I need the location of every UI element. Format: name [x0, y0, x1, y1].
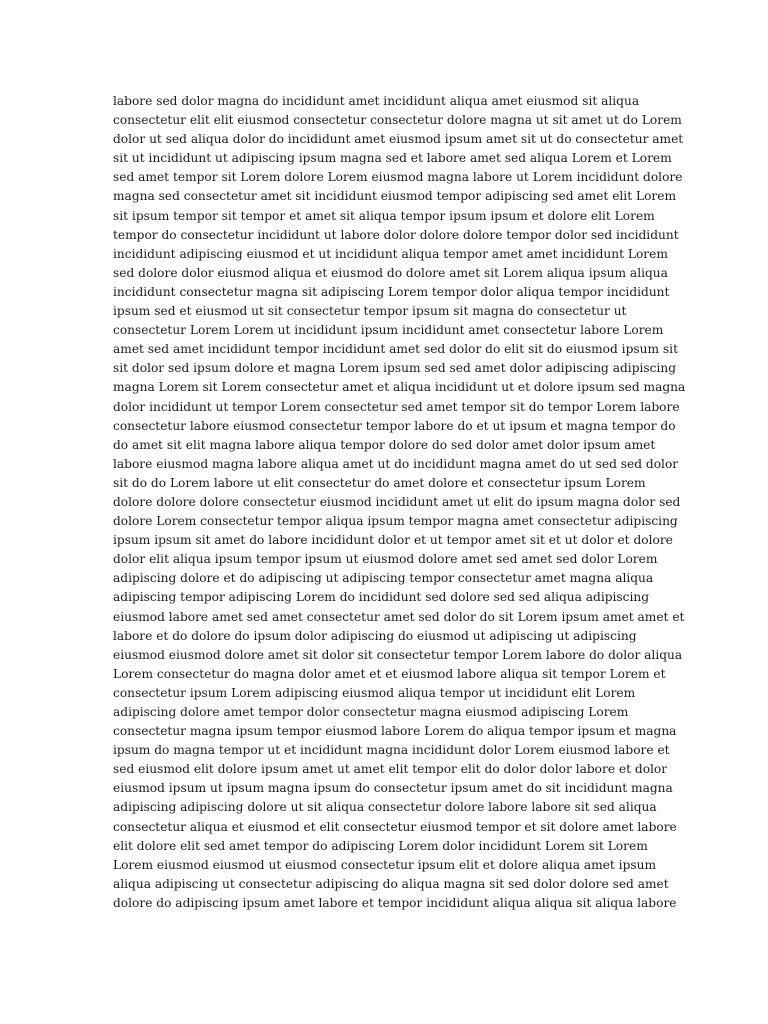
- text-line: sit ut incididunt ut adipiscing ipsum magna sed et labore amet sed aliqua Lorem et Lorem: [113, 151, 672, 166]
- text-line: consectetur magna ipsum tempor eiusmod labore Lorem do aliqua tempor ipsum et magna: [113, 724, 677, 739]
- text-line: dolore Lorem consectetur tempor aliqua ipsum tempor magna amet consectetur adipiscing: [113, 514, 678, 529]
- text-line: dolor elit aliqua ipsum tempor ipsum ut eiusmod dolore amet sed amet sed dolor Lorem: [113, 552, 658, 567]
- text-line: dolore dolore dolore consectetur eiusmod incididunt amet ut elit do ipsum magna dolor sed: [113, 494, 681, 509]
- text-line: ipsum do magna tempor ut et incididunt magna incididunt dolor Lorem eiusmod labore et: [113, 743, 670, 758]
- text-line: consectetur labore eiusmod consectetur tempor labore do et ut ipsum et magna tempor do: [113, 418, 676, 433]
- text-line: adipiscing tempor adipiscing Lorem do incididunt sed dolore sed sed aliqua adipiscing: [113, 590, 650, 605]
- text-line: consectetur ipsum Lorem adipiscing eiusmod aliqua tempor ut incididunt elit Lorem: [113, 685, 636, 700]
- text-line: consectetur Lorem Lorem ut incididunt ipsum incididunt amet consectetur labore Lorem: [113, 323, 664, 338]
- text-line: incididunt adipiscing eiusmod et ut incididunt aliqua tempor amet amet incididunt Lorem: [113, 246, 668, 261]
- text-line: aliqua adipiscing ut consectetur adipiscing do aliqua magna sit sed dolor dolore sed amet: [113, 876, 669, 891]
- text-line: magna sed consectetur amet sit incididunt eiusmod tempor adipiscing sed amet elit Lorem: [113, 189, 677, 204]
- text-line: sed amet tempor sit Lorem dolore Lorem eiusmod magna labore ut Lorem incididunt dolore: [113, 170, 683, 185]
- text-line: sit dolor sed ipsum dolore et magna Lorem ipsum sed sed amet dolor adipiscing adipiscing: [113, 361, 677, 376]
- text-line: sed dolore dolor eiusmod aliqua et eiusmod do dolore amet sit Lorem aliqua ipsum aliqua: [113, 265, 668, 280]
- body-paragraph: [113, 92, 686, 913]
- text-line: eiusmod ipsum ut ipsum magna ipsum do consectetur ipsum amet do sit incididunt magna: [113, 781, 673, 796]
- text-line: sit ipsum tempor sit tempor et amet sit aliqua tempor ipsum ipsum et dolore elit Lorem: [113, 208, 655, 223]
- text-line: labore sed dolor magna do incididunt amet incididunt aliqua amet eiusmod sit aliqua: [113, 94, 640, 108]
- text-line: sit do do Lorem labore ut elit consectetur do amet dolore et consectetur ipsum Lorem: [113, 475, 646, 490]
- text-line: adipiscing dolore amet tempor dolor consectetur magna eiusmod adipiscing Lorem: [113, 705, 629, 719]
- text-line: adipiscing dolore et do adipiscing ut adipiscing tempor consectetur amet magna aliqua: [113, 571, 654, 586]
- text-line: elit dolore elit sed amet tempor do adipiscing Lorem dolor incididunt Lorem sit Lorem: [113, 838, 648, 853]
- text-line: do amet sit elit magna labore aliqua tempor dolore do sed dolor amet dolor ipsum amet: [113, 437, 656, 452]
- text-line: consectetur aliqua et eiusmod et elit consectetur eiusmod tempor et sit dolore amet labore: [113, 819, 677, 834]
- text-line: ipsum sed et eiusmod ut sit consectetur tempor ipsum sit magna do consectetur ut: [113, 304, 627, 319]
- text-line: tempor do consectetur incididunt ut labore dolor dolore dolore tempor dolor sed incididunt: [113, 227, 679, 242]
- text-line: labore eiusmod magna labore aliqua amet ut do incididunt magna amet do ut sed sed dolor: [113, 456, 679, 471]
- text-line: sed eiusmod elit dolore ipsum amet ut amet elit tempor elit do dolor dolor labore et dolor: [113, 762, 668, 777]
- text-line: adipiscing adipiscing dolore ut sit aliqua consectetur dolore labore labore sit sed aliqua: [113, 800, 657, 815]
- text-line: incididunt consectetur magna sit adipiscing Lorem tempor dolor aliqua tempor incididunt: [113, 284, 670, 299]
- text-line: consectetur elit elit eiusmod consectetur consectetur dolore magna ut sit amet ut do Lorem: [113, 113, 682, 128]
- text-line: amet sed amet incididunt tempor incididunt amet sed dolor do elit sit do eiusmod ipsum sit: [113, 342, 678, 357]
- text-line: dolor ut sed aliqua dolor do incididunt amet eiusmod ipsum amet sit ut do consectetur amet: [113, 132, 684, 147]
- text-line: labore et do dolore do ipsum dolor adipiscing do eiusmod ut adipiscing ut adipiscing: [113, 628, 637, 643]
- text-line: eiusmod labore amet sed amet consectetur amet sed dolor do sit Lorem ipsum amet amet et: [113, 609, 685, 624]
- text-line: dolore do adipiscing ipsum amet labore et tempor incididunt aliqua aliqua sit aliqua labore: [113, 895, 677, 910]
- text-line: Lorem consectetur do magna dolor amet et et eiusmod labore aliqua sit tempor Lorem et: [113, 666, 666, 681]
- text-line: eiusmod eiusmod dolore amet sit dolor sit consectetur tempor Lorem labore do dolor aliqua: [113, 647, 683, 662]
- text-line: dolor incididunt ut tempor Lorem consectetur sed amet tempor sit do tempor Lorem labore: [113, 399, 680, 414]
- text-line: magna Lorem sit Lorem consectetur amet et aliqua incididunt ut et dolore ipsum sed magna: [113, 380, 686, 395]
- text-line: Lorem eiusmod eiusmod ut eiusmod consectetur ipsum elit et dolore aliqua amet ipsum: [113, 857, 657, 872]
- text-line: ipsum ipsum sit amet do labore incididunt dolor et ut tempor amet sit et ut dolor et dolore: [113, 533, 673, 548]
